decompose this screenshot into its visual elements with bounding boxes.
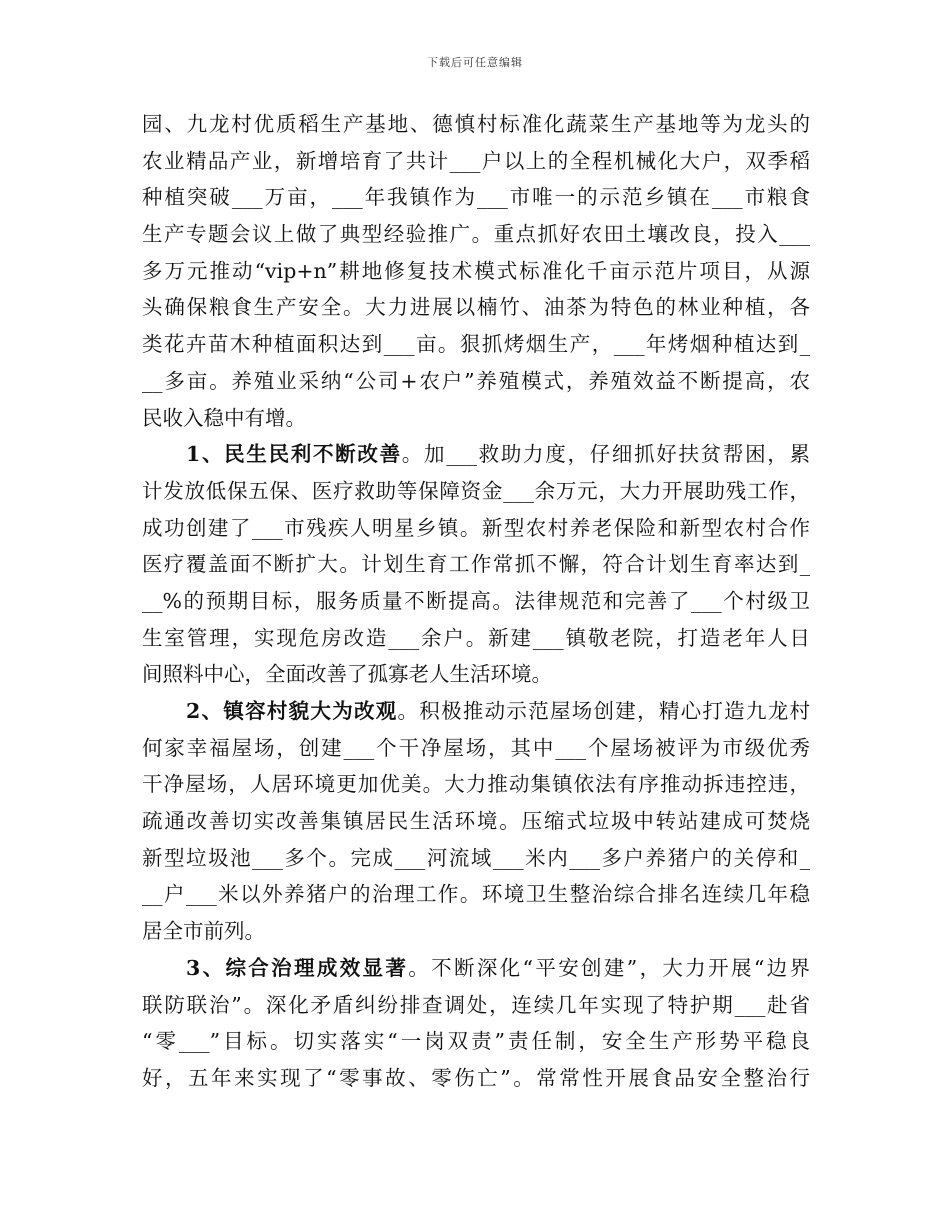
text-line: 生室管理，实现危房改造___余户。新建___镇敬老院，打造老年人日 (142, 625, 810, 650)
section-heading: 3、综合治理成效显著 (186, 955, 409, 980)
text-line: 园、九龙村优质稻生产基地、德慎村标准化蔬菜生产基地等为龙头的 (142, 112, 810, 136)
paragraph-governance (142, 950, 810, 1097)
section-heading: 1、民生民利不断改善 (186, 442, 402, 467)
text-line: 计发放低保五保、医疗救助等保障资金___余万元，大力开展助残工作， (142, 478, 810, 503)
text-line: 新型垃圾池___多个。完成___河流域___米内___多户养猪户的关停和_ (142, 845, 810, 870)
paragraph-first-line (142, 693, 810, 730)
paragraph-first-line (142, 436, 810, 473)
paragraph-town-appearance (142, 693, 810, 950)
text-line: 何家幸福屋场，创建___个干净屋场，其中___个屋场被评为市级优秀 (142, 735, 810, 760)
section-heading: 2、镇容村貌大为改观 (186, 699, 398, 723)
text-line: 居全市前列。 (142, 919, 265, 944)
text-line: 农业精品产业，新增培育了共计___户以上的全程机械化大户，双季稻 (142, 148, 810, 173)
text-run: 。不断深化“平安创建”，大力开展“边界 (408, 955, 810, 980)
document-body (142, 106, 810, 1097)
text-line: 生产专题会议上做了典型经验推广。重点抓好农田土壤改良，投入___ (142, 222, 810, 247)
text-line: 间照料中心，全面改善了孤寡老人生活环境。 (142, 662, 552, 687)
paragraph-agriculture (142, 106, 810, 436)
text-line: 好，五年来实现了“零事故、零伤亡”。常常性开展食品安全整治行 (142, 1065, 810, 1090)
text-run: 。积极推动示范屋场创建，精心打造九龙村 (397, 699, 811, 723)
text-line: 头确保粮食生产安全。大力进展以楠竹、油茶为特色的林业种植，各 (142, 295, 810, 320)
text-line: __%的预期目标，服务质量不断提高。法律规范和完善了___个村级卫 (142, 588, 810, 613)
text-line: 多万元推动“vip+n”耕地修复技术模式标准化千亩示范片项目，从源 (142, 258, 810, 283)
text-line: 干净屋场，人居环境更加优美。大力推动集镇依法有序推动拆违控违， (142, 772, 810, 797)
text-line: 种植突破___万亩，___年我镇作为___市唯一的示范乡镇在___市粮食 (142, 185, 810, 210)
text-line: “零___”目标。切实落实“一岗双责”责任制，安全生产形势平稳良 (142, 1029, 810, 1054)
paragraph-livelihood (142, 436, 810, 693)
text-line: 医疗覆盖面不断扩大。计划生育工作常抓不懈，符合计划生育率达到_ (142, 552, 810, 577)
text-line: 民收入稳中有增。 (142, 405, 306, 430)
text-line: __户___米以外养猪户的治理工作。环境卫生整治综合排名连续几年稳 (142, 882, 810, 907)
paragraph-first-line (142, 950, 810, 987)
text-line: 成功创建了___市残疾人明星乡镇。新型农村养老保险和新型农村合作 (142, 515, 810, 540)
text-line: 疏通改善切实改善集镇居民生活环境。压缩式垃圾中转站建成可焚烧 (142, 809, 810, 834)
page-header: 下载后可任意编辑 (427, 56, 523, 69)
text-run: 。加___救助力度，仔细抓好扶贫帮困，累 (401, 442, 810, 467)
text-line: 类花卉苗木种植面积达到___亩。狠抓烤烟生产，___年烤烟种植达到_ (142, 332, 810, 357)
text-line: __多亩。养殖业采纳“公司+农户”养殖模式，养殖效益不断提高，农 (142, 368, 810, 393)
text-line: 联防联治”。深化矛盾纠纷排查调处，连续几年实现了特护期___赴省 (142, 992, 810, 1017)
